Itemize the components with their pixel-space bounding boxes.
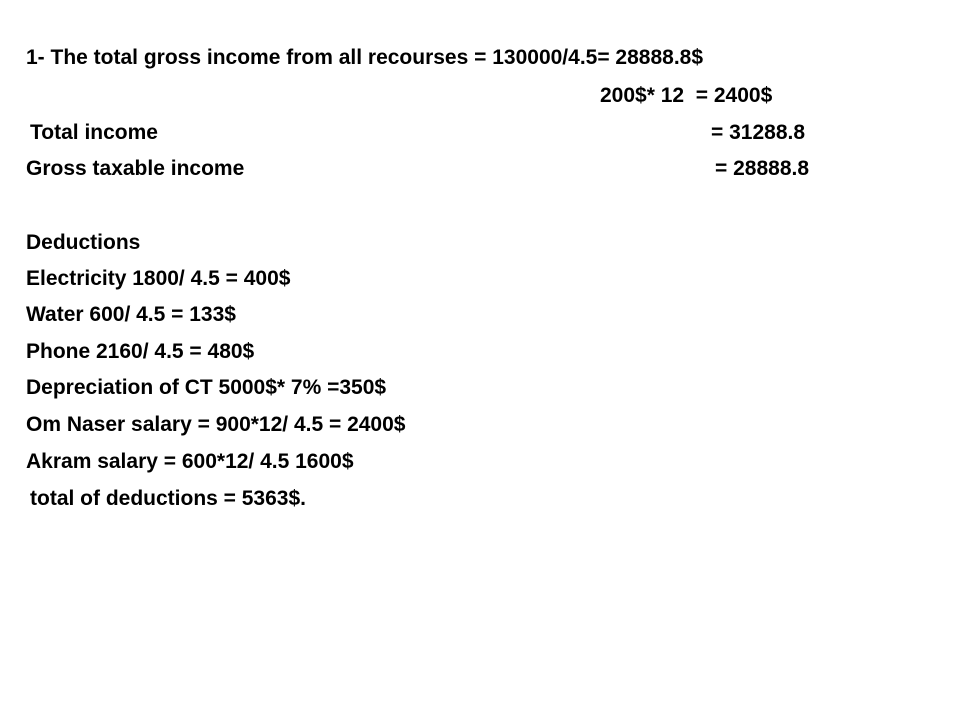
deduction-akram-salary: Akram salary = 600*12/ 4.5 1600$	[26, 450, 354, 473]
total-income-value: = 31288.8	[711, 121, 806, 144]
deduction-electricity: Electricity 1800/ 4.5 = 400$	[26, 267, 291, 290]
gross-taxable-income-value: = 28888.8	[715, 157, 810, 180]
deduction-phone: Phone 2160/ 4.5 = 480$	[26, 340, 255, 363]
deductions-heading: Deductions	[26, 231, 141, 254]
total-income-label: Total income	[30, 121, 158, 144]
deduction-om-naser-salary: Om Naser salary = 900*12/ 4.5 = 2400$	[26, 413, 406, 436]
gross-income-line: 1- The total gross income from all recourses = 130000/4.5= 28888.8$	[26, 46, 704, 69]
deduction-water: Water 600/ 4.5 = 133$	[26, 303, 236, 326]
deduction-depreciation: Depreciation of CT 5000$* 7% =350$	[26, 376, 387, 399]
deductions-total: total of deductions = 5363$.	[30, 487, 306, 510]
extra-income-line: 200$* 12 = 2400$	[600, 84, 773, 107]
gross-taxable-income-label: Gross taxable income	[26, 157, 245, 180]
